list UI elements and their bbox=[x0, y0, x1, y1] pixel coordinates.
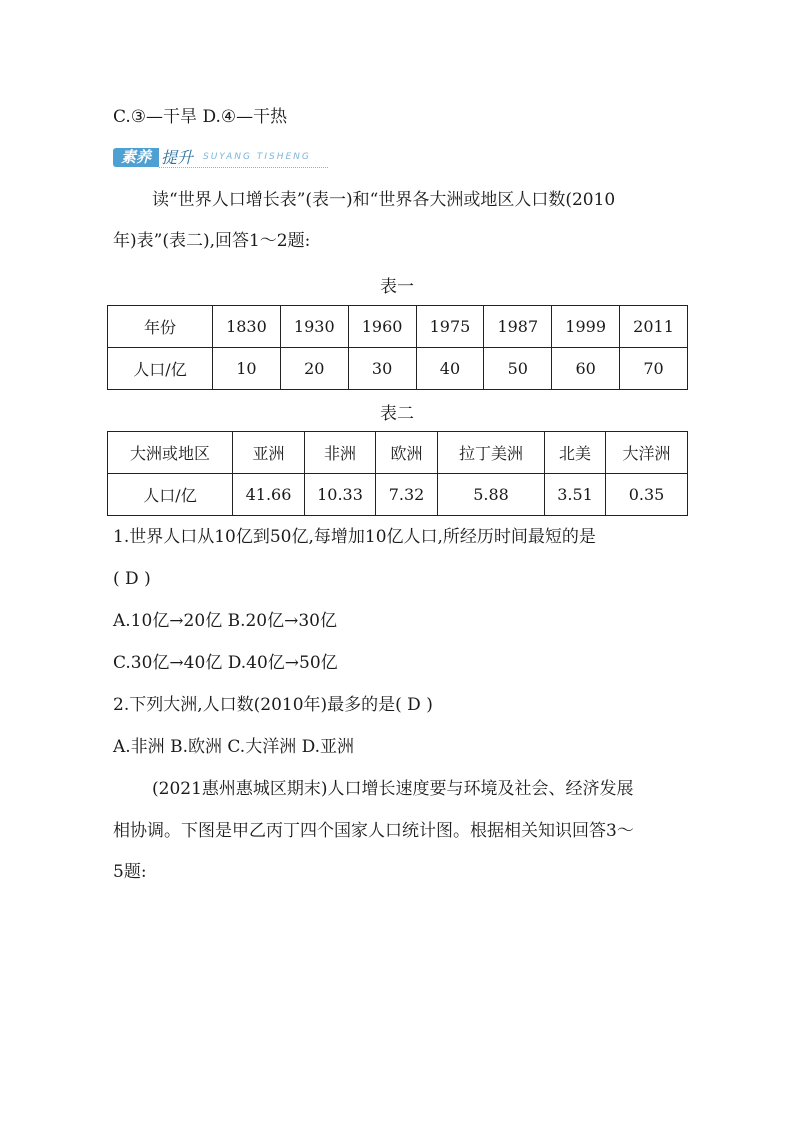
banner-label: 素养 bbox=[113, 148, 159, 167]
intro-line-1: 读“世界人口增长表”(表一)和“世界各大洲或地区人口数(2010 bbox=[152, 190, 616, 210]
passage-line-2: 相协调。下图是甲乙丙丁四个国家人口统计图。根据相关知识回答3～ bbox=[113, 821, 634, 841]
intro-line-2: 年)表”(表二),回答1～2题: bbox=[113, 231, 311, 251]
passage-line-3: 5题: bbox=[113, 862, 147, 882]
table-cell: 10 bbox=[213, 348, 281, 390]
question-1-options-cd: C.30亿→40亿 D.40亿→50亿 bbox=[113, 653, 338, 673]
table-cell: 1999 bbox=[552, 306, 620, 348]
table-cell: 1960 bbox=[348, 306, 416, 348]
table2-caption: 表二 bbox=[380, 404, 414, 424]
table-population-growth bbox=[107, 305, 688, 390]
table-cell: 41.66 bbox=[233, 474, 305, 516]
banner-word: 提升 bbox=[161, 148, 194, 167]
question-1-text: 1.世界人口从10亿到50亿,每增加10亿人口,所经历时间最短的是 bbox=[113, 527, 596, 547]
table-cell: 40 bbox=[416, 348, 484, 390]
table-cell: 拉丁美洲 bbox=[438, 432, 545, 474]
banner-english: SUYANG TISHENG bbox=[203, 152, 311, 162]
table-cell: 0.35 bbox=[606, 474, 688, 516]
table-cell: 1930 bbox=[280, 306, 348, 348]
table-cell: 10.33 bbox=[305, 474, 376, 516]
table-row bbox=[108, 306, 688, 348]
passage-line-1: (2021惠州惠城区期末)人口增长速度要与环境及社会、经济发展 bbox=[152, 779, 634, 799]
table1-caption: 表一 bbox=[380, 277, 414, 297]
table-row bbox=[108, 474, 688, 516]
table-continent-population bbox=[107, 431, 688, 516]
table-row bbox=[108, 348, 688, 390]
table-cell: 50 bbox=[484, 348, 552, 390]
table-cell: 亚洲 bbox=[233, 432, 305, 474]
table-row bbox=[108, 432, 688, 474]
table-header-cell: 人口/亿 bbox=[108, 348, 213, 390]
table-cell: 1830 bbox=[213, 306, 281, 348]
table-cell: 2011 bbox=[620, 306, 688, 348]
table-cell: 北美 bbox=[545, 432, 606, 474]
question-1-answer: ( D ) bbox=[113, 569, 151, 589]
table-header-cell: 年份 bbox=[108, 306, 213, 348]
table-cell: 30 bbox=[348, 348, 416, 390]
table-cell: 大洋洲 bbox=[606, 432, 688, 474]
table-cell: 60 bbox=[552, 348, 620, 390]
table-cell: 非洲 bbox=[305, 432, 376, 474]
table-cell: 70 bbox=[620, 348, 688, 390]
table-cell: 欧洲 bbox=[376, 432, 438, 474]
table-cell: 20 bbox=[280, 348, 348, 390]
table-cell: 1987 bbox=[484, 306, 552, 348]
table-cell: 5.88 bbox=[438, 474, 545, 516]
banner-divider bbox=[159, 167, 328, 168]
question-2-options: A.非洲 B.欧洲 C.大洋洲 D.亚洲 bbox=[113, 737, 355, 757]
section-banner bbox=[113, 147, 328, 169]
table-header-cell: 大洲或地区 bbox=[108, 432, 233, 474]
question-1-options-ab: A.10亿→20亿 B.20亿→30亿 bbox=[113, 611, 337, 631]
table-cell: 1975 bbox=[416, 306, 484, 348]
previous-question-options: C.③—干旱 D.④—干热 bbox=[113, 107, 288, 127]
table-cell: 3.51 bbox=[545, 474, 606, 516]
table-cell: 7.32 bbox=[376, 474, 438, 516]
question-2-text: 2.下列大洲,人口数(2010年)最多的是( D ) bbox=[113, 695, 433, 715]
table-header-cell: 人口/亿 bbox=[108, 474, 233, 516]
